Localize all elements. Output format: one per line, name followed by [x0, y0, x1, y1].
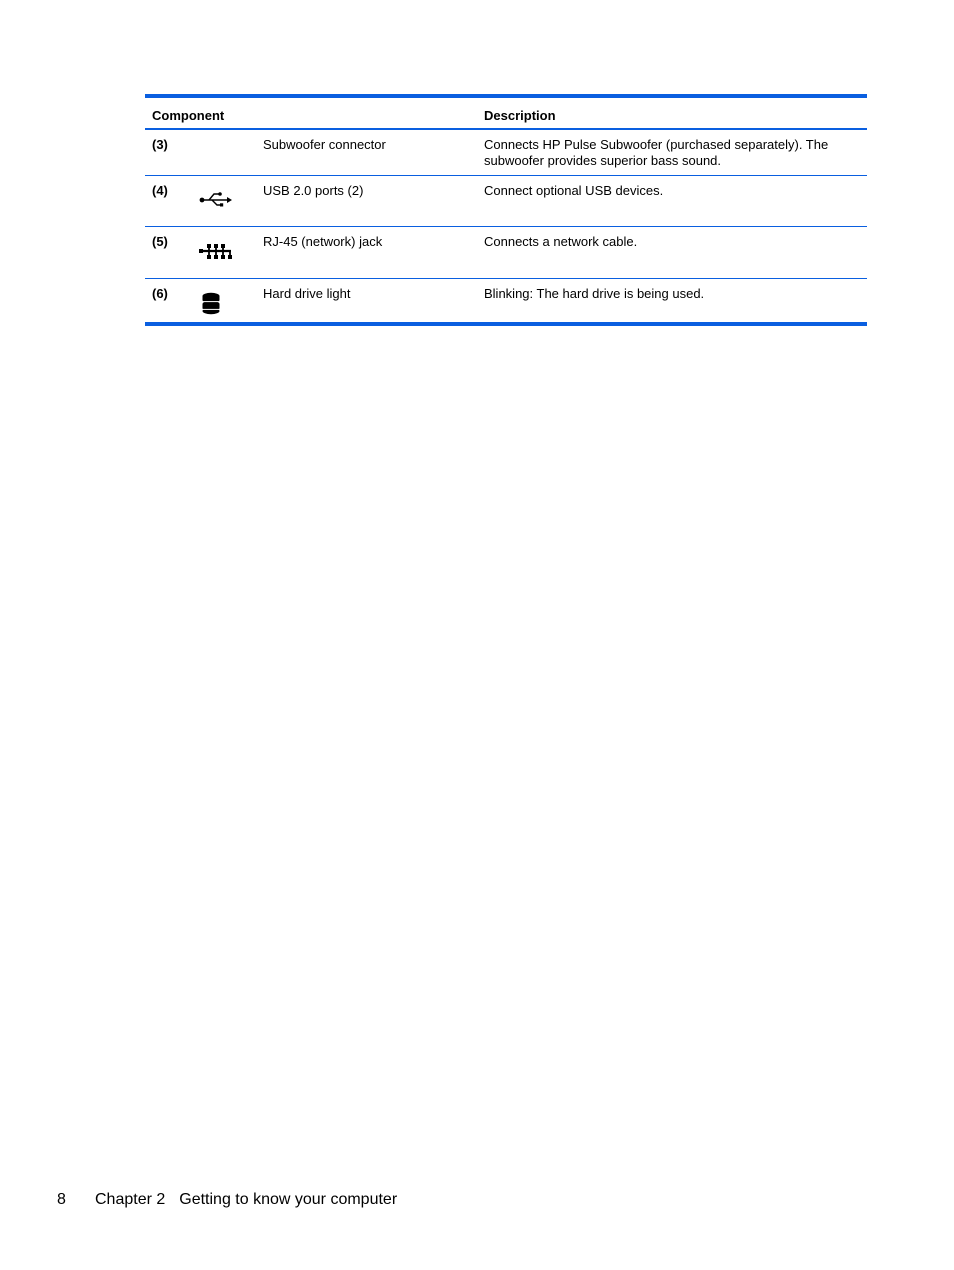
page-footer — [57, 1191, 397, 1209]
row-number: (3) — [152, 137, 168, 152]
network-jack-icon — [197, 239, 237, 265]
component-name: Subwoofer connector — [263, 137, 386, 152]
component-table — [145, 94, 867, 326]
component-name: RJ-45 (network) jack — [263, 234, 383, 249]
chapter-title: Getting to know your computer — [179, 1191, 398, 1208]
table-row — [145, 226, 867, 278]
table-row — [145, 130, 867, 175]
component-description: Connect optional USB devices. — [484, 183, 664, 198]
component-description: Connects HP Pulse Subwoofer (purchased separately). The subwoofer provides superior bass sound. — [484, 137, 829, 168]
usb-icon — [197, 188, 237, 214]
table-row — [145, 175, 867, 226]
row-number: (5) — [152, 234, 168, 249]
page-number: 8 — [57, 1191, 66, 1208]
row-number: (6) — [152, 286, 168, 301]
component-description: Blinking: The hard drive is being used. — [484, 286, 705, 301]
component-name: Hard drive light — [263, 286, 351, 301]
hard-drive-icon — [197, 291, 237, 317]
row-number: (4) — [152, 183, 168, 198]
component-description: Connects a network cable. — [484, 234, 638, 249]
table-row — [145, 278, 867, 322]
header-component: Component — [152, 108, 225, 123]
chapter-label: Chapter 2 — [95, 1191, 166, 1208]
header-description: Description — [484, 108, 556, 123]
table-header — [145, 98, 867, 130]
component-name: USB 2.0 ports (2) — [263, 183, 364, 198]
